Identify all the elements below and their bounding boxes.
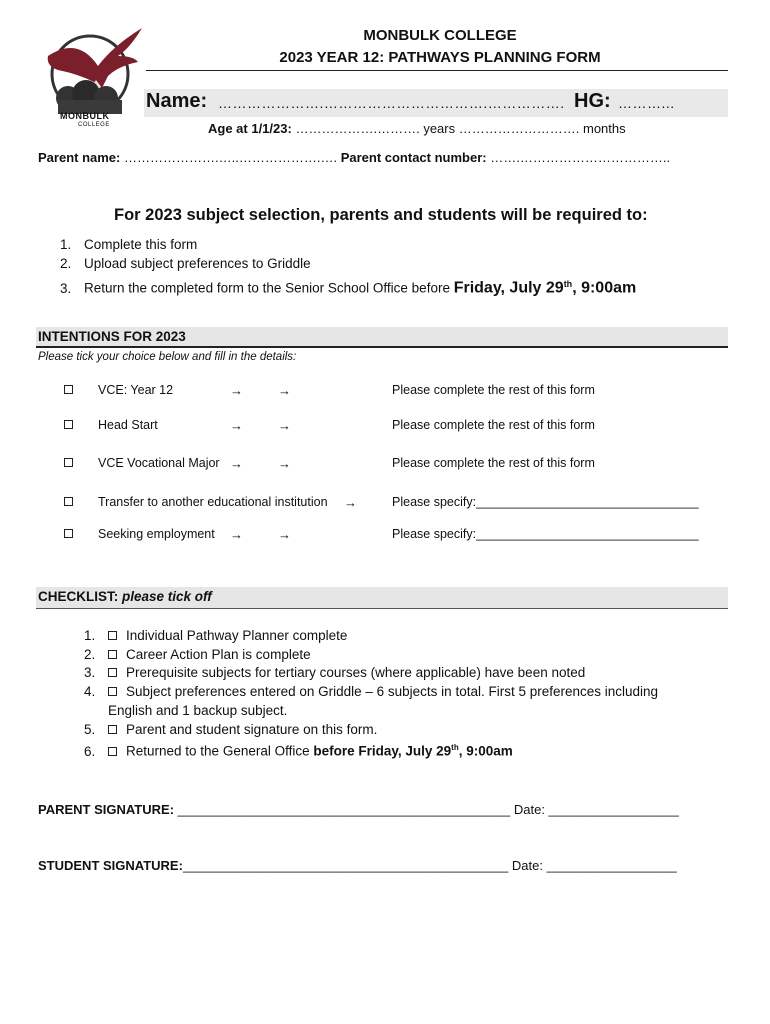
- parent-name-field[interactable]: ………………….…..……………….….: [124, 150, 338, 165]
- arrow-icon: →: [230, 418, 243, 433]
- checkbox[interactable]: [64, 497, 73, 506]
- arrow-icon: →: [278, 456, 291, 471]
- logo-subtext: COLLEGE: [78, 122, 110, 128]
- parent-signature-label: PARENT SIGNATURE:: [38, 802, 175, 817]
- checkbox[interactable]: [108, 668, 117, 677]
- checkbox[interactable]: [64, 529, 73, 538]
- checklist-item: 4. Subject preferences entered on Griddle – 6 subjects in total. First 5 preferences including: [84, 684, 659, 700]
- years-label: years: [423, 121, 456, 136]
- parent-date-field[interactable]: __________________: [544, 802, 679, 817]
- student-date-field[interactable]: __________________: [543, 858, 677, 873]
- checklist-list: [84, 627, 724, 761]
- parent-contact-field[interactable]: …….……………………………..: [490, 150, 671, 165]
- list-item: 1. Complete this form: [60, 237, 198, 252]
- arrow-icon: →: [278, 383, 291, 398]
- checklist-item: 6. Returned to the General Office before Friday, July 29th, 9:00am: [84, 743, 513, 759]
- date-label: Date:: [513, 802, 545, 817]
- checkbox[interactable]: [108, 650, 117, 659]
- deadline: Friday, July 29: [453, 279, 564, 297]
- arrow-icon: →: [230, 456, 243, 471]
- checkbox[interactable]: [108, 747, 117, 756]
- parent-row: [38, 150, 670, 165]
- college-name: MONBULK COLLEGE: [363, 27, 517, 44]
- age-years-field[interactable]: ……………….……….: [295, 121, 420, 136]
- instructions-heading: For 2023 subject selection, parents and students will be required to:: [114, 206, 648, 224]
- checklist-item-continued: English and 1 backup subject.: [108, 702, 288, 718]
- checklist-item: 3. Prerequisite subjects for tertiary courses (where applicable) have been noted: [84, 665, 586, 681]
- age-row: [208, 121, 626, 136]
- name-bar: [144, 89, 728, 117]
- arrow-icon: →: [230, 527, 243, 542]
- date-label: Date:: [511, 858, 543, 873]
- months-label: months: [582, 121, 626, 136]
- checkbox[interactable]: [64, 458, 73, 467]
- hg-label: HG:: [574, 90, 611, 112]
- checkbox[interactable]: [108, 687, 117, 696]
- student-signature-row: [38, 858, 677, 873]
- checkbox[interactable]: [64, 385, 73, 394]
- hg-field[interactable]: ………...: [618, 95, 675, 111]
- age-months-field[interactable]: ……………………….: [458, 121, 580, 136]
- list-item: 3. Return the completed form to the Senior School Office before Friday, July 29th, 9:00am: [60, 279, 637, 297]
- checkbox[interactable]: [108, 725, 117, 734]
- arrow-icon: →: [278, 418, 291, 433]
- checklist-item: 2. Career Action Plan is complete: [84, 646, 311, 662]
- checklist-heading: CHECKLIST: please tick off: [36, 587, 728, 609]
- age-label: Age at 1/1/23:: [208, 121, 292, 136]
- specify-field[interactable]: Please specify:________________________________: [392, 527, 699, 541]
- arrow-icon: →: [344, 495, 357, 510]
- student-signature-label: STUDENT SIGNATURE:: [38, 858, 183, 873]
- title-divider: [146, 70, 728, 71]
- form-title: 2023 YEAR 12: PATHWAYS PLANNING FORM: [279, 49, 601, 66]
- eagle-logo-icon: [38, 26, 146, 116]
- logo-text: MONBULK: [60, 111, 110, 121]
- instructions-list: [60, 235, 636, 298]
- checklist-item: 5. Parent and student signature on this form.: [84, 721, 378, 737]
- college-logo: [38, 26, 146, 132]
- parent-name-label: Parent name:: [38, 150, 121, 165]
- list-item: 2. Upload subject preferences to Griddle: [60, 256, 311, 271]
- parent-contact-label: Parent contact number:: [340, 150, 487, 165]
- arrow-icon: →: [230, 383, 243, 398]
- checklist-item: 1. Individual Pathway Planner complete: [84, 628, 348, 643]
- arrow-icon: →: [278, 527, 291, 542]
- specify-field[interactable]: Please specify:________________________________: [392, 495, 699, 509]
- intentions-subheading: Please tick your choice below and fill in the details:: [38, 351, 297, 363]
- name-field[interactable]: ………………….…………………………….…………….: [218, 95, 565, 111]
- checkbox[interactable]: [64, 420, 73, 429]
- parent-signature-field[interactable]: ______________________________________________: [174, 802, 511, 817]
- intentions-heading: INTENTIONS FOR 2023: [36, 327, 728, 348]
- parent-signature-row: [38, 802, 679, 817]
- checkbox[interactable]: [108, 631, 117, 640]
- student-signature-field[interactable]: _____________________________________________: [182, 858, 509, 873]
- name-label: Name:: [146, 90, 208, 112]
